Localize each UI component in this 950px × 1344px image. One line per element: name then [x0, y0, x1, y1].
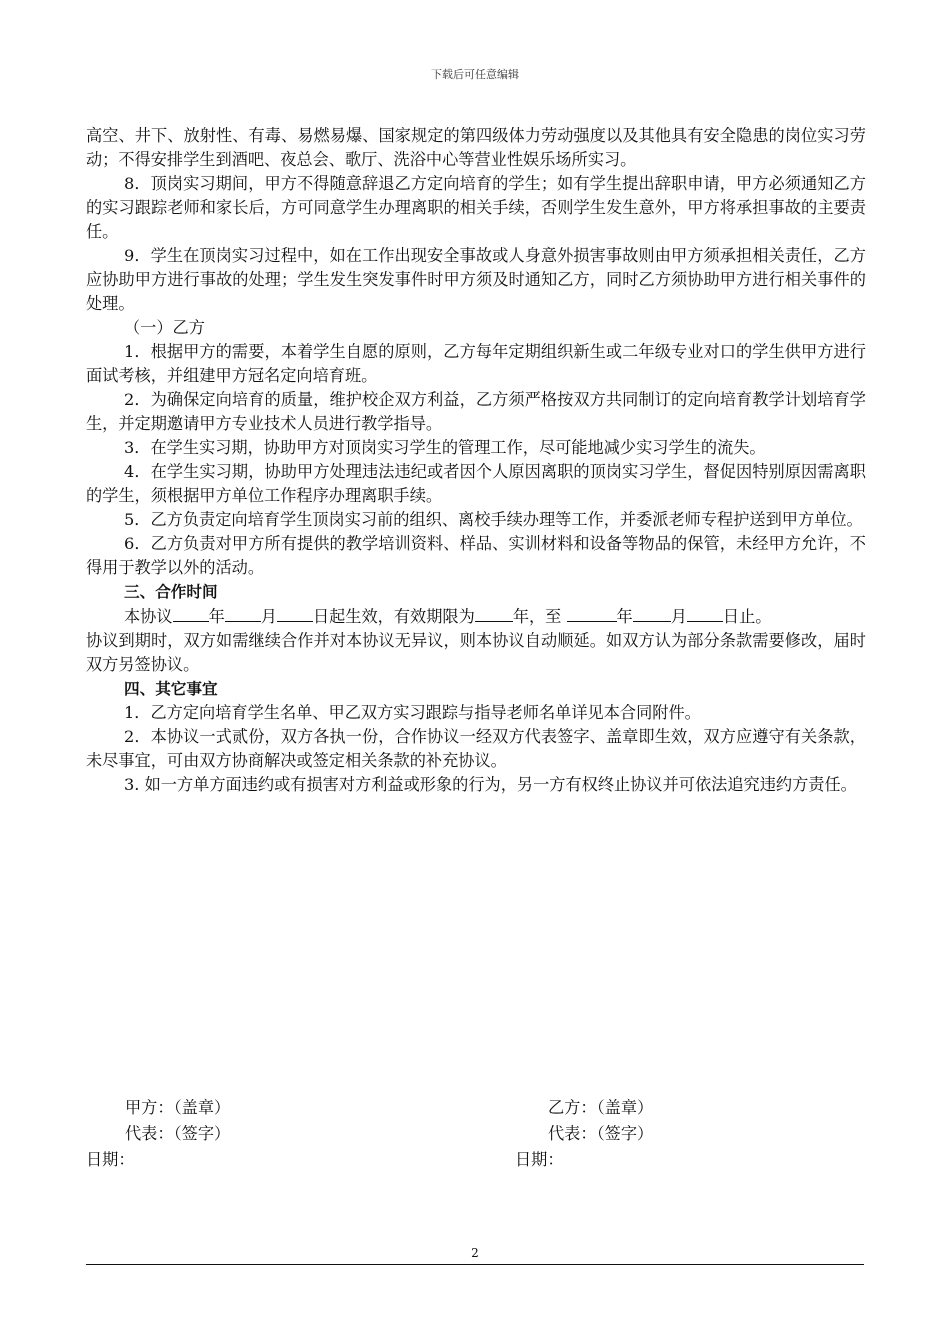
term-text: 年	[616, 607, 633, 626]
footer-divider	[86, 1264, 864, 1265]
paragraph-continuation: 高空、井下、放射性、有毒、易燃易爆、国家规定的第四级体力劳动强度以及其他具有安全隐患的岗位实习劳动；不得安排学生到酒吧、夜总会、歌厅、洗浴中心等营业性娱乐场所实习。	[86, 126, 866, 169]
day-blank[interactable]	[277, 604, 313, 622]
party-a-representative: 代表：（签字）	[125, 1124, 231, 1143]
party-b-seal: 乙方：（盖章）	[548, 1098, 654, 1117]
end-year-blank[interactable]	[567, 604, 617, 622]
end-day-blank[interactable]	[687, 604, 723, 622]
party-b-clause-4: 4．在学生实习期，协助甲方处理违法违纪或者因个人原因离职的顶岗实习学生，督促因特别原因需离职的学生，须根据甲方单位工作程序办理离职手续。	[86, 462, 866, 505]
party-a-seal: 甲方：（盖章）	[125, 1098, 231, 1117]
term-text: 日起生效，有效期限为	[312, 607, 475, 626]
section-4-title: 四、其它事宜	[124, 680, 218, 698]
clause-9: 9．学生在顶岗实习过程中，如在工作出现安全事故或人身意外损害事故则由甲方须承担相关责任，乙方应协助甲方进行事故的处理；学生发生突发事件时甲方须及时通知乙方，同时乙方须协助甲方进行相关事件的处理。	[86, 246, 866, 313]
other-item-1: 1．乙方定向培育学生名单、甲乙双方实习跟踪与指导老师名单详见本合同附件。	[124, 703, 701, 722]
document-body	[86, 124, 866, 797]
cooperation-term	[86, 604, 866, 629]
party-b-date: 日期：	[515, 1150, 564, 1169]
party-b-clause-1: 1．根据甲方的需要，本着学生自愿的原则，乙方每年定期组织新生或二年级专业对口的学生供甲方进行面试考核，并组建甲方冠名定向培育班。	[86, 342, 866, 385]
party-b-representative: 代表：（签字）	[548, 1124, 654, 1143]
party-b-clause-6: 6．乙方负责对甲方所有提供的教学培训资料、样品、实训材料和设备等物品的保管，未经甲方允许，不得用于教学以外的活动。	[86, 534, 866, 577]
month-blank[interactable]	[225, 604, 261, 622]
term-renewal: 协议到期时，双方如需继续合作并对本协议无异议，则本协议自动顺延。如双方认为部分条款需要修改，届时双方另签协议。	[86, 631, 866, 674]
other-item-3: 3. 如一方单方面违约或有损害对方利益或形象的行为，另一方有权终止协议并可依法追究违约方责任。	[124, 775, 857, 794]
duration-blank[interactable]	[475, 604, 513, 622]
term-text: 日止。	[722, 607, 772, 626]
year-blank[interactable]	[173, 604, 209, 622]
term-text: 月	[670, 607, 687, 626]
end-month-blank[interactable]	[633, 604, 671, 622]
other-item-2: 2．本协议一式贰份，双方各执一份，合作协议一经双方代表签字、盖章即生效，双方应遵守有关条款，未尽事宜，可由双方协商解决或签定相关条款的补充协议。	[86, 727, 866, 770]
page-number: 2	[471, 1246, 479, 1260]
section-3-title: 三、合作时间	[124, 583, 218, 601]
subsection-party-b: （一）乙方	[124, 318, 205, 337]
clause-8: 8．顶岗实习期间，甲方不得随意辞退乙方定向培育的学生；如有学生提出辞职申请，甲方必须通知乙方的实习跟踪老师和家长后，方可同意学生办理离职的相关手续，否则学生发生意外，甲方将承担事故的主要责任。	[86, 174, 866, 241]
header-note: 下载后可任意编辑	[431, 68, 519, 81]
party-b-clause-3: 3．在学生实习期，协助甲方对顶岗实习学生的管理工作，尽可能地减少实习学生的流失。	[124, 438, 766, 457]
term-text: 年，至	[512, 607, 562, 626]
term-text: 年	[208, 607, 225, 626]
party-b-clause-2: 2．为确保定向培育的质量，维护校企双方利益，乙方须严格按双方共同制订的定向培育教学计划培育学生，并定期邀请甲方专业技术人员进行教学指导。	[86, 390, 866, 433]
term-text: 月	[260, 607, 277, 626]
party-a-date: 日期：	[86, 1150, 135, 1169]
party-b-clause-5: 5．乙方负责定向培育学生顶岗实习前的组织、离校手续办理等工作，并委派老师专程护送到甲方单位。	[124, 510, 863, 529]
term-text: 本协议	[124, 607, 173, 626]
